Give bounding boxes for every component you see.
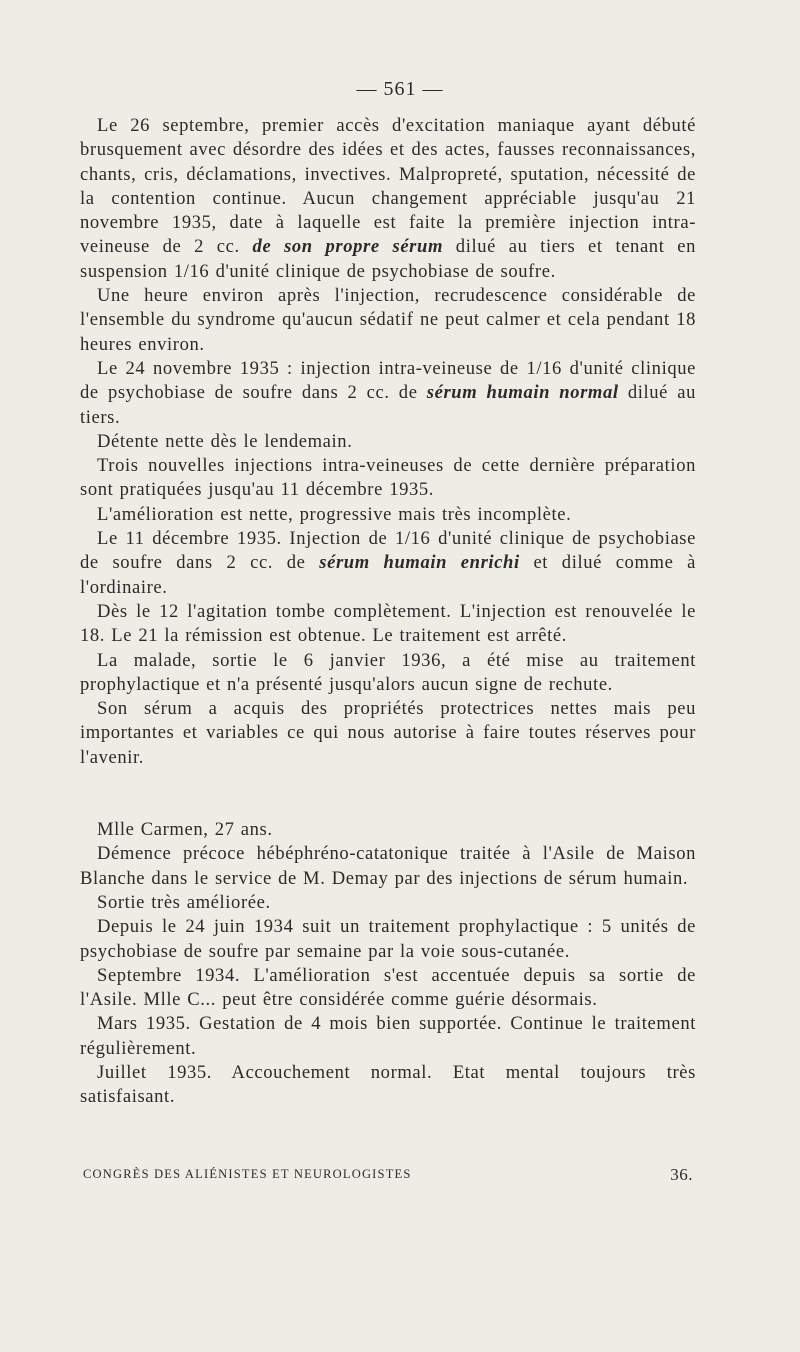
paragraph: [80, 649, 696, 698]
text-run: Le 26 septembre, premier accès d'excitation maniaque ayant débuté brusquement avec désordre des idées et des actes, fausses reconnaissances, chants, cris, déclamations, invectives. Malpropreté, sputation, nécessité de la contention continue. Aucun changement appréciable jusqu'au 21 novembre 1935, date à laquelle est faite la première injection intra-veineuse de 2 cc.: [80, 115, 696, 258]
page-footer: [83, 1167, 693, 1185]
paragraph: [80, 915, 696, 964]
paragraph: [80, 891, 696, 915]
italic-phrase: de son propre sérum: [252, 236, 444, 258]
text-run: Dès le 12 l'agitation tombe complètement. L'injection est renouvelée le 18. Le 21 la rémission est obtenue. Le traitement est arrêté.: [80, 600, 696, 647]
body-text: [80, 114, 696, 1110]
text-run: Sortie très améliorée.: [97, 891, 271, 913]
paragraph: [80, 430, 696, 454]
text-run: Démence précoce hébéphréno-catatonique traitée à l'Asile de Maison Blanche dans le service de M. Demay par des injections de sérum humain.: [80, 843, 696, 889]
paragraph: [80, 114, 696, 284]
paragraph: [80, 503, 696, 527]
text-run: Mars 1935. Gestation de 4 mois bien supportée. Continue le traitement régulièrement.: [80, 1013, 696, 1059]
text-run: Septembre 1934. L'amélioration s'est accentuée depuis sa sortie de l'Asile. Mlle C... peut être considérée comme guérie désormais.: [80, 964, 696, 1011]
signature-mark: 36.: [670, 1165, 693, 1184]
paragraph: [80, 842, 696, 891]
text-run: et dilué comme à l'ordinaire.: [80, 552, 697, 598]
italic-phrase: sérum humain enrichi: [319, 552, 520, 574]
paragraph: [80, 284, 696, 357]
text-run: Le 11 décembre 1935. Injection de 1/16 d'unité clinique de psychobiase de soufre dans 2 cc. de: [80, 528, 696, 574]
text-run: Juillet 1935. Accouchement normal. Etat mental toujours très satisfaisant.: [80, 1061, 696, 1108]
text-run: Détente nette dès le lendemain.: [97, 430, 353, 452]
text-run: dilué au tiers.: [80, 382, 696, 428]
text-run: Une heure environ après l'injection, recrudescence considérable de l'ensemble du syndrome qu'aucun sédatif ne peut calmer et cela pendant 18 heures environ.: [80, 285, 696, 355]
text-run: Le 24 novembre 1935 : injection intra-veineuse de 1/16 d'unité clinique de psychobiase de soufre dans 2 cc. de: [80, 357, 696, 404]
paragraph: [80, 454, 696, 503]
paragraph: [80, 697, 696, 770]
page-number: — 561 —: [356, 78, 444, 100]
paragraph: [80, 964, 696, 1013]
text-run: Son sérum a acquis des propriétés protectrices nettes mais peu importantes et variables ce qui nous autorise à faire toutes réserves pour l'avenir.: [80, 698, 696, 768]
text-run: Mlle Carmen, 27 ans.: [97, 819, 273, 841]
paragraph: [80, 1012, 696, 1061]
text-run: La malade, sortie le 6 janvier 1936, a été mise au traitement prophylactique et n'a présenté jusqu'alors aucun signe de rechute.: [80, 649, 696, 695]
running-title: CONGRÈS DES ALIÉNISTES ET NEUROLOGISTES: [83, 1167, 412, 1181]
text-run: Trois nouvelles injections intra-veineuses de cette dernière préparation sont pratiquées jusqu'au 11 décembre 1935.: [80, 455, 696, 501]
text-run: L'amélioration est nette, progressive mais très incomplète.: [97, 503, 572, 525]
paragraph: [80, 1061, 696, 1110]
paragraph: [80, 527, 696, 600]
paragraph: [80, 818, 696, 842]
italic-phrase: sérum humain normal: [426, 382, 619, 404]
paragraph: [80, 600, 696, 649]
text-run: Depuis le 24 juin 1934 suit un traitement prophylactique : 5 unités de psychobiase de soufre par semaine par la voie sous-cutanée.: [80, 916, 696, 962]
section-gap: [80, 770, 696, 818]
paragraph: [80, 357, 696, 430]
text-run: dilué au tiers et tenant en suspension 1/16 d'unité clinique de psychobiase de soufre.: [80, 236, 696, 282]
